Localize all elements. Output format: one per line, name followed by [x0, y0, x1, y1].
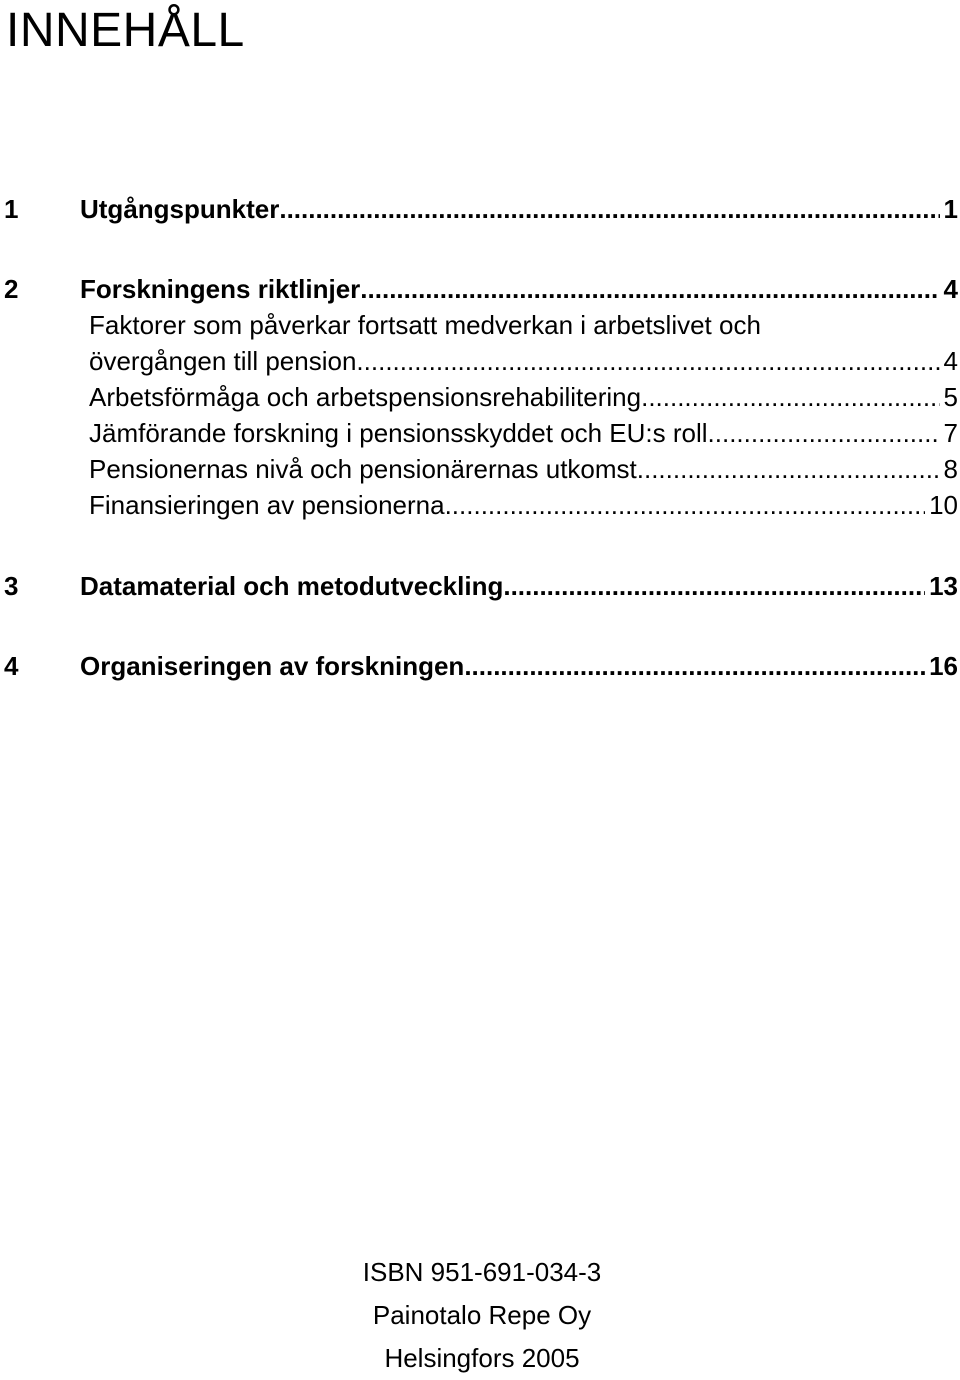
dot-leader [356, 343, 939, 379]
subsection-title: Finansieringen av pensionerna [89, 490, 445, 520]
chapter-title: Utgångspunkter [80, 194, 280, 224]
subsection-title: Jämförande forskning i pensionsskyddet och EU:s roll [89, 418, 708, 448]
page-title: INNEHÅLL [6, 4, 245, 57]
dot-leader [503, 568, 925, 604]
place-year-text: Helsingfors 2005 [384, 1343, 580, 1373]
dot-leader [464, 648, 925, 684]
chapter-number: 3 [4, 571, 19, 601]
printer-text: Painotalo Repe Oy [372, 1300, 592, 1330]
toc-entry-chapter-3[interactable] [0, 568, 960, 604]
page-number: 4 [943, 274, 958, 304]
toc-entry-subsection-4[interactable] [0, 451, 960, 487]
page-number: 4 [943, 346, 958, 376]
chapter-number: 2 [4, 274, 19, 304]
subsection-title-line-2-row [0, 343, 960, 379]
dot-leader [445, 487, 926, 523]
subsection-title: Pensionernas nivå och pensionärernas utkomst [89, 454, 637, 484]
isbn-text: ISBN 951-691-034-3 [362, 1257, 602, 1287]
toc-entry-chapter-2[interactable] [0, 271, 960, 307]
chapter-number: 1 [4, 194, 19, 224]
dot-leader [637, 451, 940, 487]
toc-entry-chapter-1[interactable] [0, 191, 960, 227]
toc-entry-subsection-5[interactable] [0, 487, 960, 523]
page-number: 10 [929, 490, 958, 520]
page-number: 7 [943, 418, 958, 448]
chapter-number: 4 [4, 651, 19, 681]
subsection-title-line-1: Faktorer som påverkar fortsatt medverkan i arbetslivet och [89, 310, 761, 340]
toc-entry-subsection-3[interactable] [0, 415, 960, 451]
dot-leader [641, 379, 939, 415]
page-number: 8 [943, 454, 958, 484]
subsection-title: Arbetsförmåga och arbetspensionsrehabilitering [89, 382, 642, 412]
dot-leader [360, 271, 939, 307]
toc-entry-subsection-2[interactable] [0, 379, 960, 415]
subsection-title-line-2: övergången till pension [89, 346, 357, 376]
page-number: 16 [929, 651, 958, 681]
chapter-title: Datamaterial och metodutveckling [80, 571, 504, 601]
page-number: 13 [929, 571, 958, 601]
imprint-block [0, 1256, 960, 1374]
chapter-title: Organiseringen av forskningen [80, 651, 465, 681]
toc-entry-chapter-4[interactable] [0, 648, 960, 684]
page-number: 1 [943, 194, 958, 224]
chapter-title: Forskningens riktlinjer [80, 274, 361, 304]
page-number: 5 [943, 382, 958, 412]
dot-leader [708, 415, 940, 451]
dot-leader [279, 191, 939, 227]
